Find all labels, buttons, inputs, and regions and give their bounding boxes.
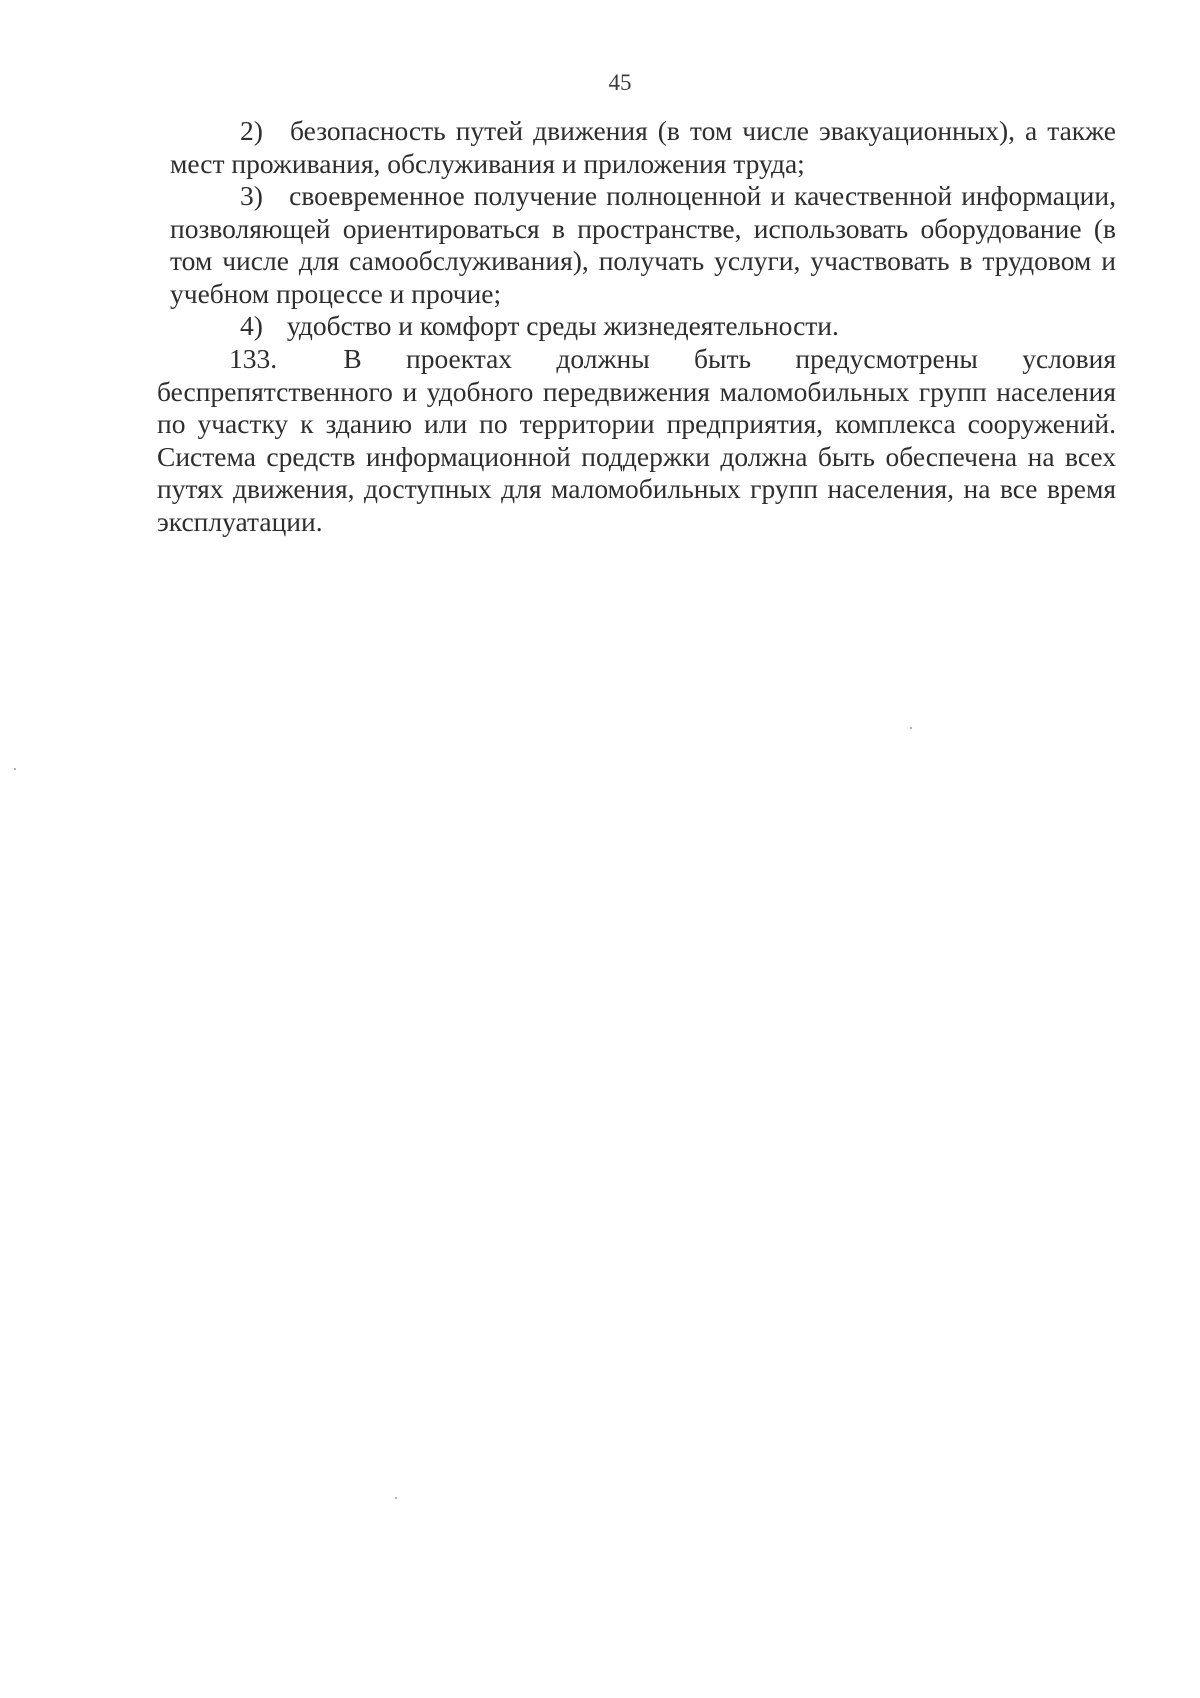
- scan-speck: [395, 1497, 397, 1499]
- clause-paragraph: [157, 343, 1116, 538]
- requirements-list: [170, 115, 1116, 343]
- list-item: [170, 180, 1116, 310]
- page-number: 45: [608, 70, 632, 95]
- list-item-number: 2): [240, 115, 263, 146]
- list-item: [170, 115, 1116, 180]
- list-item-text: безопасность путей движения (в том числе эвакуационных), а также мест проживания, обслуживания и приложения труда;: [170, 115, 1117, 179]
- list-item-text: своевременное получение полноценной и качественной информации, позволяющей ориентироваться в пространстве, использовать оборудование (в том числе для самообслуживания), получать услуги, участвовать в трудовом и учебном процессе и прочие;: [170, 180, 1116, 309]
- scan-speck: [14, 768, 16, 770]
- list-item: [170, 310, 1116, 343]
- clause-text: В проектах должны быть предусмотрены условия беспрепятственного и удобного передвижения маломобильных групп населения по участку к зданию или по территории предприятия, комплекса сооружений. Система средств информационной поддержки должна быть обеспечена на всех путях движения, доступных для маломобильных групп населения, на все время эксплуатации.: [157, 343, 1117, 537]
- clause-133: [157, 343, 1116, 538]
- list-item-text: удобство и комфорт среды жизнедеятельности.: [286, 310, 839, 341]
- list-item-number: 4): [240, 310, 263, 341]
- clause-number: 133.: [229, 343, 278, 374]
- scan-speck: [910, 727, 912, 729]
- list-item-number: 3): [240, 180, 263, 211]
